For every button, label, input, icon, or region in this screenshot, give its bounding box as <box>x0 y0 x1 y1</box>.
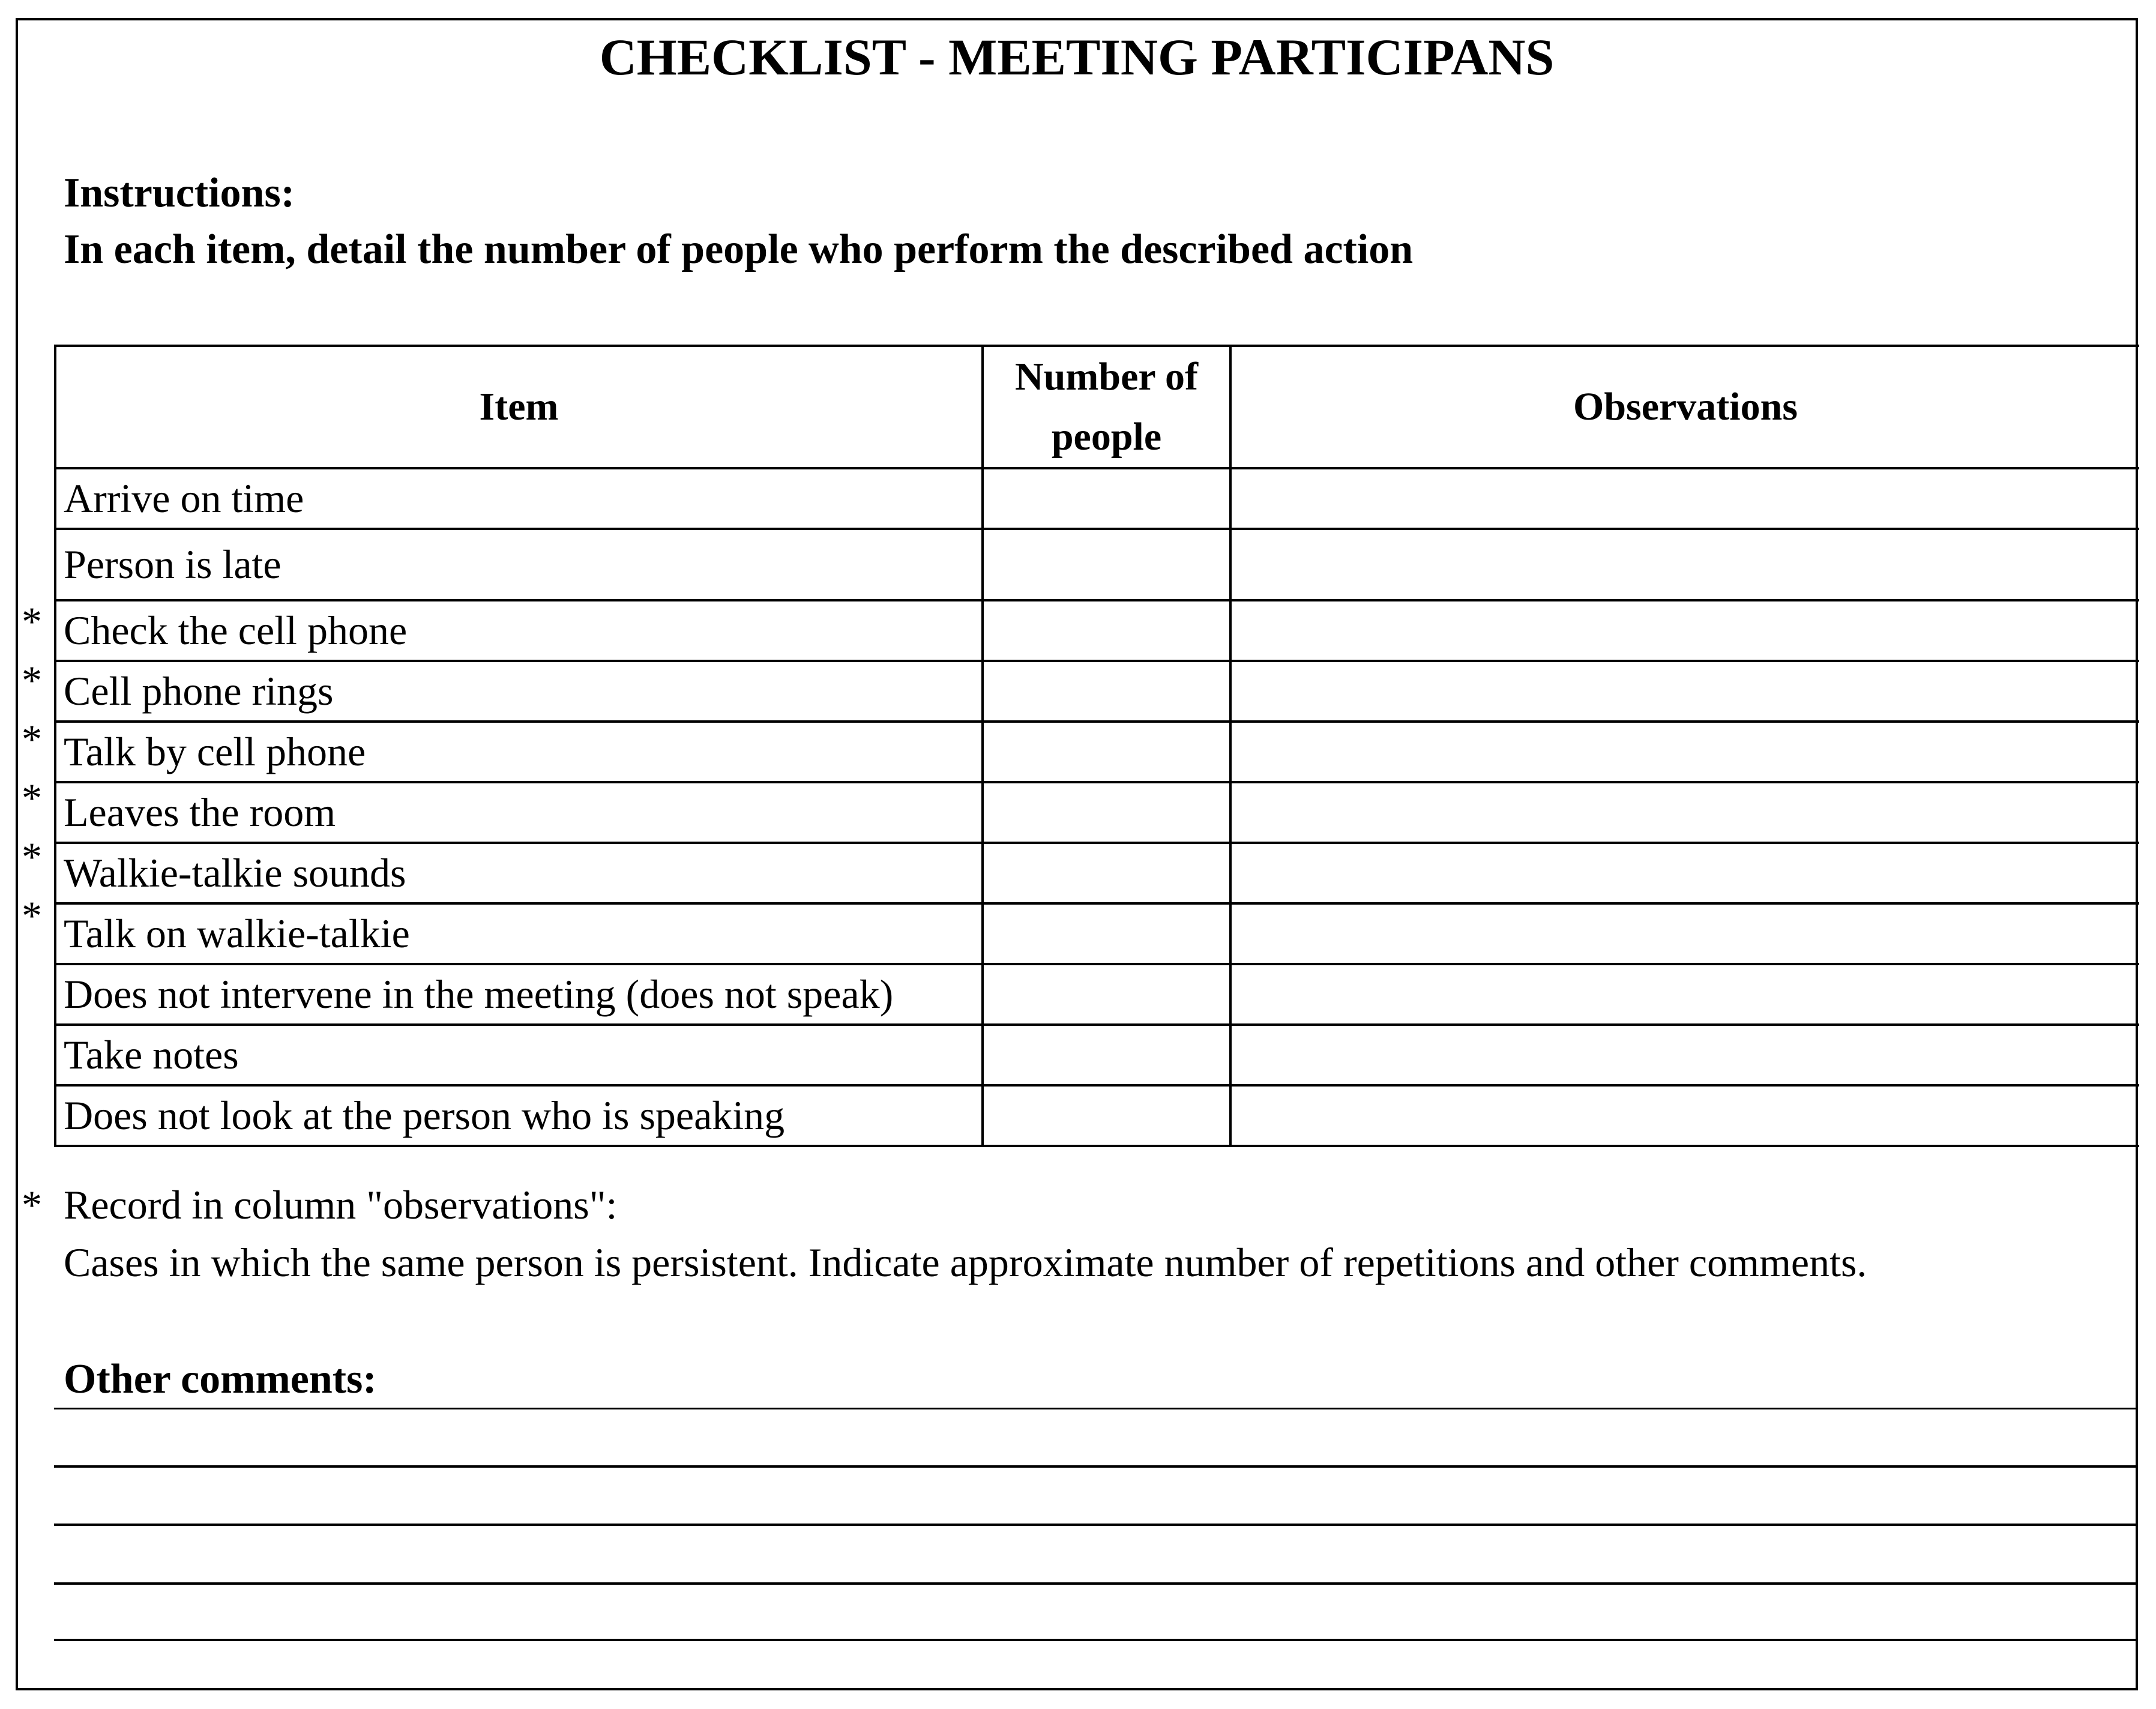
column-header-observations: Observations <box>1230 346 2139 468</box>
item-cell: Check the cell phone <box>55 600 983 661</box>
number-of-people-cell[interactable] <box>983 843 1230 903</box>
comment-line[interactable] <box>54 1524 2138 1526</box>
row-asterisk-marker: * <box>22 716 42 762</box>
item-cell: Walkie-talkie sounds <box>55 843 983 903</box>
row-asterisk-marker: * <box>22 775 42 821</box>
comment-line[interactable] <box>54 1582 2138 1585</box>
observations-cell[interactable] <box>1230 903 2139 964</box>
item-cell: Does not look at the person who is speaking <box>55 1085 983 1146</box>
observations-cell[interactable] <box>1230 529 2139 600</box>
footnote-asterisk: * <box>22 1182 42 1228</box>
table-header-row <box>55 346 2139 468</box>
other-comments-label: Other comments: <box>64 1356 377 1402</box>
page-title: CHECKLIST - MEETING PARTICIPANS <box>599 28 1555 86</box>
instructions-label: Instructions: <box>64 170 295 216</box>
item-cell: Leaves the room <box>55 782 983 843</box>
table-row <box>55 722 2139 782</box>
column-header-item: Item <box>55 346 983 468</box>
observations-cell[interactable] <box>1230 782 2139 843</box>
item-cell: Person is late <box>55 529 983 600</box>
instructions-text: In each item, detail the number of people who perform the described action <box>64 226 1414 273</box>
observations-cell[interactable] <box>1230 468 2139 529</box>
table-row <box>55 903 2139 964</box>
comment-line[interactable] <box>54 1639 2138 1641</box>
row-asterisk-marker: * <box>22 893 42 938</box>
number-of-people-cell[interactable] <box>983 600 1230 661</box>
table-row <box>55 468 2139 529</box>
item-cell: Does not intervene in the meeting (does not speak) <box>55 964 983 1025</box>
table-row <box>55 1025 2139 1085</box>
number-of-people-cell[interactable] <box>983 1025 1230 1085</box>
number-of-people-cell[interactable] <box>983 529 1230 600</box>
observations-cell[interactable] <box>1230 600 2139 661</box>
number-of-people-cell[interactable] <box>983 468 1230 529</box>
row-asterisk-marker: * <box>22 657 42 703</box>
column-header-number-of-people: Number of people <box>983 346 1230 468</box>
observations-cell[interactable] <box>1230 722 2139 782</box>
number-of-people-cell[interactable] <box>983 782 1230 843</box>
number-of-people-cell[interactable] <box>983 903 1230 964</box>
observations-cell[interactable] <box>1230 843 2139 903</box>
comment-line[interactable] <box>54 1465 2138 1468</box>
observations-cell[interactable] <box>1230 964 2139 1025</box>
row-asterisk-marker: * <box>22 598 42 644</box>
table-row <box>55 600 2139 661</box>
footnote-heading: Record in column "observations": <box>64 1182 618 1228</box>
number-of-people-cell[interactable] <box>983 964 1230 1025</box>
item-cell: Talk on walkie-talkie <box>55 903 983 964</box>
table-row <box>55 529 2139 600</box>
comment-line[interactable] <box>54 1408 2138 1409</box>
footnote-body: Cases in which the same person is persistent. Indicate approximate number of repetitions and other comments. <box>64 1240 1867 1285</box>
observations-cell[interactable] <box>1230 1025 2139 1085</box>
checklist-table <box>54 345 2139 1147</box>
table-row <box>55 782 2139 843</box>
table-row <box>55 964 2139 1025</box>
item-cell: Talk by cell phone <box>55 722 983 782</box>
observations-cell[interactable] <box>1230 661 2139 722</box>
number-of-people-cell[interactable] <box>983 661 1230 722</box>
row-asterisk-marker: * <box>22 834 42 879</box>
item-cell: Arrive on time <box>55 468 983 529</box>
table-row <box>55 1085 2139 1146</box>
item-cell: Cell phone rings <box>55 661 983 722</box>
number-of-people-cell[interactable] <box>983 1085 1230 1146</box>
table-row <box>55 843 2139 903</box>
item-cell: Take notes <box>55 1025 983 1085</box>
observations-cell[interactable] <box>1230 1085 2139 1146</box>
number-of-people-cell[interactable] <box>983 722 1230 782</box>
table-row <box>55 661 2139 722</box>
